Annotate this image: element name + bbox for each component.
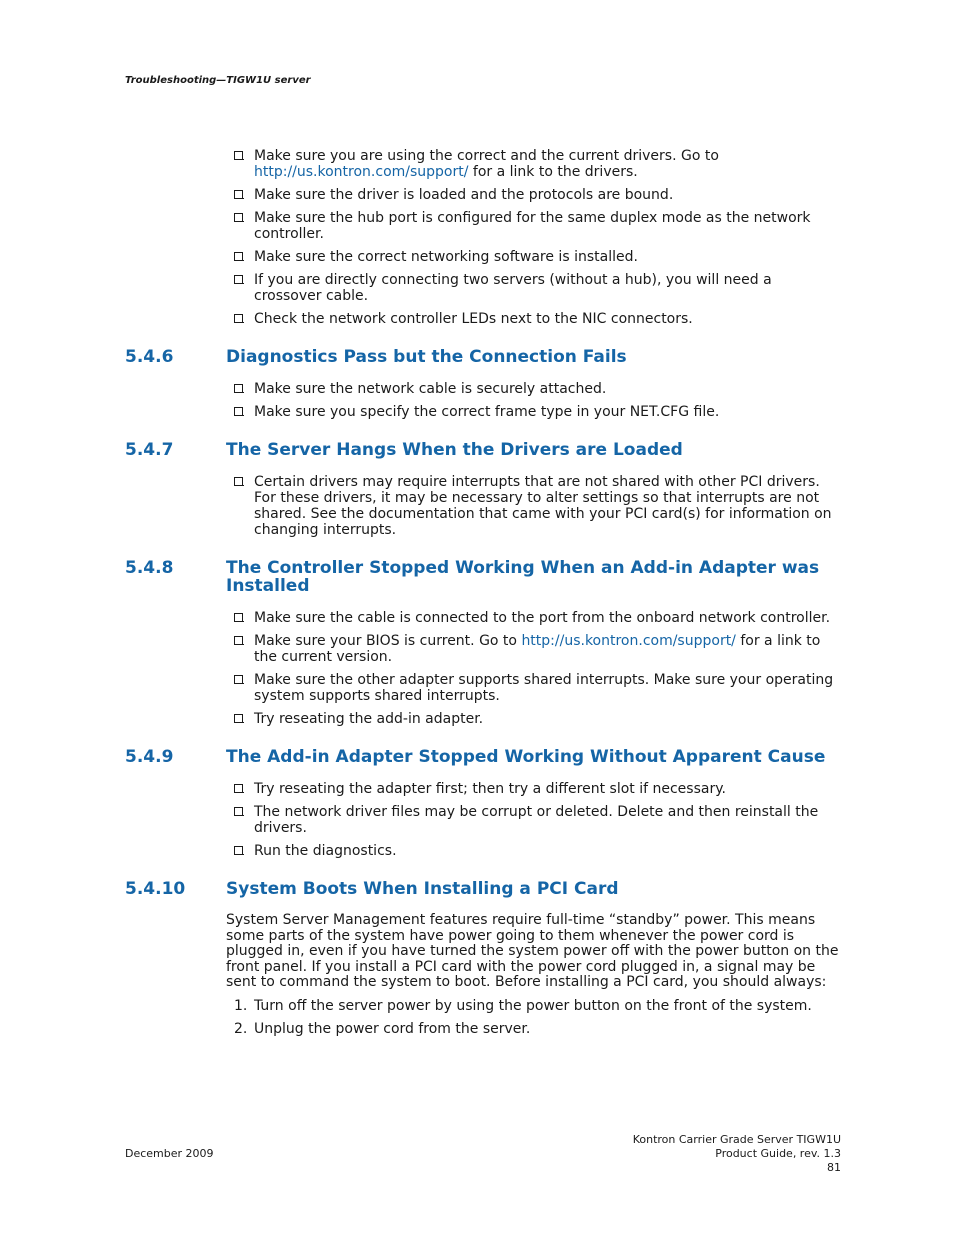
section-5-4-6-list	[234, 381, 841, 420]
page-content	[125, 148, 841, 1044]
footer-date: December 2009	[125, 1147, 214, 1160]
running-header: Troubleshooting—TIGW1U server	[125, 75, 311, 86]
list-item: Make sure the correct networking software is installed.	[234, 249, 841, 265]
checkbox-bullet-icon	[234, 807, 243, 816]
section-heading-5-4-10: 5.4.10 System Boots When Installing a PCI Card	[125, 879, 619, 899]
checkbox-bullet-icon	[234, 384, 243, 393]
list-item: Try reseating the add-in adapter.	[234, 711, 841, 727]
checkbox-bullet-icon	[234, 275, 243, 284]
support-link[interactable]: http://us.kontron.com/support/	[521, 633, 736, 649]
checkbox-bullet-icon	[234, 675, 243, 684]
checkbox-bullet-icon	[234, 714, 243, 723]
list-item: Check the network controller LEDs next to the NIC connectors.	[234, 311, 841, 327]
list-item: Try reseating the adapter first; then try a different slot if necessary.	[234, 781, 841, 797]
checkbox-bullet-icon	[234, 407, 243, 416]
section-5-4-10-steps	[234, 998, 841, 1037]
footer-info	[633, 1133, 841, 1175]
list-item: Make sure the cable is connected to the port from the onboard network controller.	[234, 610, 841, 626]
checkbox-bullet-icon	[234, 314, 243, 323]
section-5-4-9-list	[234, 781, 841, 859]
list-item: 1. Turn off the server power by using the power button on the front of the system.	[234, 997, 812, 1014]
checkbox-bullet-icon	[234, 636, 243, 645]
section-5-4-10-paragraph: System Server Management features require full-time “standby” power. This means some parts of the system have power going to them whenever the power cord is plugged in, even if you have turned the system power off with the power button on the front panel. If you install a PCI card with the power cord plugged in, a signal may be sent to command the system to boot. Before installing a PCI card, you should always:	[226, 912, 839, 991]
list-item: Run the diagnostics.	[234, 843, 841, 859]
footer-product: Kontron Carrier Grade Server TIGW1U	[632, 1133, 841, 1146]
section-heading-5-4-7: 5.4.7 The Server Hangs When the Drivers are Loaded	[125, 440, 683, 460]
section-5-4-8-list	[234, 610, 841, 727]
checkbox-bullet-icon	[234, 213, 243, 222]
footer-guide: Product Guide, rev. 1.3	[715, 1147, 841, 1160]
list-item: Make sure your BIOS is current. Go to http://us.kontron.com/support/ for a link to the current version.	[234, 633, 841, 665]
checkbox-bullet-icon	[234, 784, 243, 793]
list-item: Make sure you specify the correct frame type in your NET.CFG file.	[234, 404, 841, 420]
checkbox-bullet-icon	[234, 151, 243, 160]
checkbox-bullet-icon	[234, 252, 243, 261]
section-heading-5-4-9: 5.4.9 The Add-in Adapter Stopped Working Without Apparent Cause	[125, 747, 826, 767]
list-item: Make sure the hub port is configured for the same duplex mode as the network controller.	[234, 210, 841, 242]
list-item: Make sure you are using the correct and the current drivers. Go to http://us.kontron.com/support/ for a link to the drivers.	[234, 148, 841, 180]
intro-bullet-list	[234, 148, 841, 327]
list-item: The network driver files may be corrupt or deleted. Delete and then reinstall the drivers.	[234, 804, 841, 836]
section-heading-5-4-6: 5.4.6 Diagnostics Pass but the Connection Fails	[125, 347, 627, 367]
checkbox-bullet-icon	[234, 477, 243, 486]
list-item: Make sure the other adapter supports shared interrupts. Make sure your operating system supports shared interrupts.	[234, 672, 841, 704]
section-5-4-7-list	[234, 474, 841, 538]
checkbox-bullet-icon	[234, 613, 243, 622]
section-heading-5-4-8: 5.4.8 The Controller Stopped Working When an Add-in Adapter was Installed	[125, 558, 820, 596]
support-link[interactable]: http://us.kontron.com/support/	[254, 164, 469, 180]
checkbox-bullet-icon	[234, 190, 243, 199]
page-number: 81	[827, 1161, 841, 1174]
list-item: 2. Unplug the power cord from the server.	[234, 1020, 531, 1037]
list-item: Make sure the driver is loaded and the protocols are bound.	[234, 187, 841, 203]
checkbox-bullet-icon	[234, 846, 243, 855]
list-item: Make sure the network cable is securely attached.	[234, 381, 841, 397]
list-item: Certain drivers may require interrupts that are not shared with other PCI drivers. For these drivers, it may be necessary to alter settings so that interrupts are not shared. See the documentation that came with your PCI card(s) for information on changing interrupts.	[234, 474, 841, 538]
list-item: If you are directly connecting two servers (without a hub), you will need a crossover cable.	[234, 272, 841, 304]
